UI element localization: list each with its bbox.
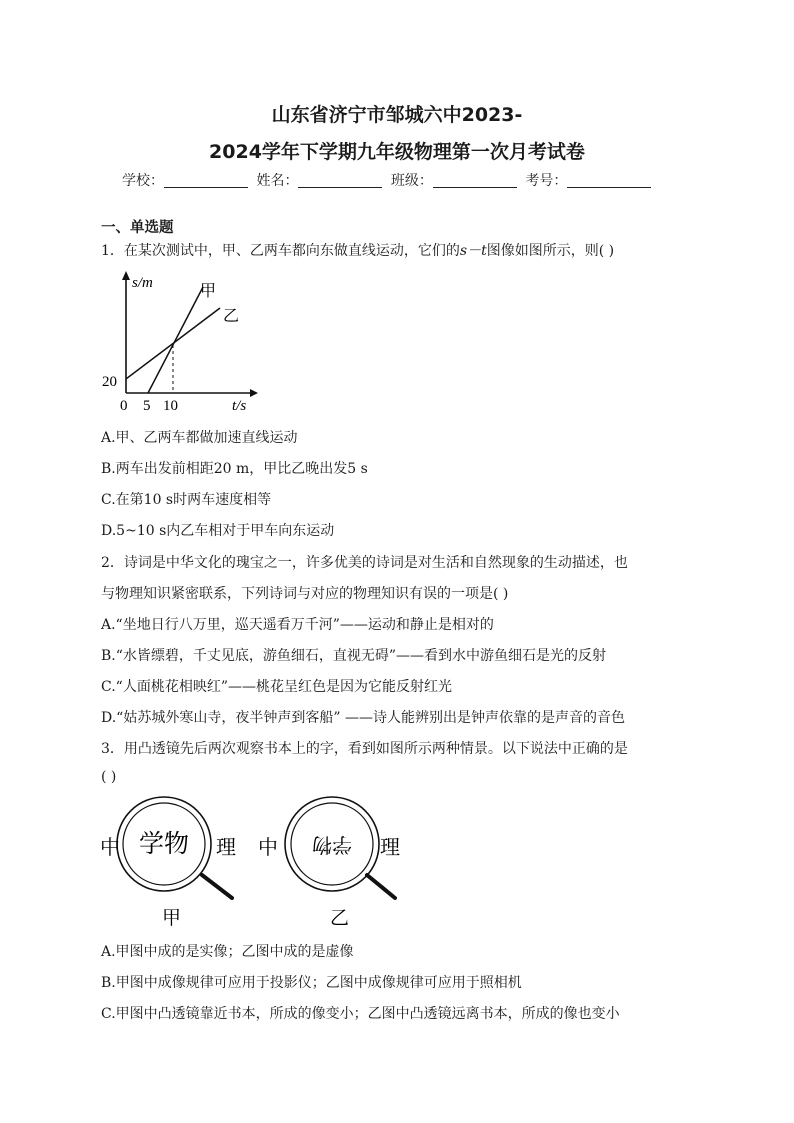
magnifier-left-outer-char-left: 中 bbox=[100, 837, 120, 859]
question-3-stem-line-1: 3．用凸透镜先后两次观察书本上的字，看到如图所示两种情景。以下说法中正确的是 bbox=[101, 741, 628, 757]
question-3-stem-line-2: ( ) bbox=[101, 769, 117, 785]
question-1-option-b: B.两车出发前相距20 m，甲比乙晚出发5 s bbox=[101, 461, 368, 477]
class-label: 班级： bbox=[390, 173, 433, 189]
magnifier-right-inverted-text: 学物 bbox=[312, 833, 352, 855]
magnifier-yi bbox=[258, 797, 400, 929]
question-3-option-a: A.甲图中成的是实像；乙图中成的是虚像 bbox=[101, 944, 354, 960]
question-3-option-c: C.甲图中凸透镜靠近书本，所成的像变小；乙图中凸透镜远离书本，所成的像也变小 bbox=[101, 1006, 620, 1022]
question-1-stem bbox=[101, 240, 699, 260]
exam-title-line-2: 2024学年下学期九年级物理第一次月考试卷 bbox=[209, 141, 585, 163]
exam-title-line-1: 山东省济宁市邹城六中2023- bbox=[271, 104, 523, 126]
magnifier-jia bbox=[100, 797, 236, 929]
question-1-stem-a: 1．在某次测试中，甲、乙两车都向东做直线运动，它们的 bbox=[101, 243, 460, 259]
question-1-option-a: A.甲、乙两车都做加速直线运动 bbox=[101, 430, 298, 446]
exam-number-blank bbox=[567, 173, 651, 188]
x-tick-0: 0 bbox=[120, 398, 128, 414]
school-blank bbox=[164, 173, 248, 188]
class-blank bbox=[433, 173, 517, 188]
magnifier-handle-right bbox=[367, 875, 395, 898]
question-1-option-c: C.在第10 s时两车速度相等 bbox=[101, 492, 272, 508]
line-label-yi: 乙 bbox=[223, 308, 240, 325]
y-axis-arrow-icon bbox=[122, 271, 130, 280]
line-jia bbox=[148, 287, 203, 393]
x-tick-10: 10 bbox=[163, 398, 178, 414]
exam-number-label: 考号： bbox=[525, 173, 568, 189]
magnifier-right-outer-char-right: 理 bbox=[380, 837, 400, 859]
question-1-stem-b: 图像如图所示，则( ) bbox=[486, 243, 615, 259]
magnifier-handle-left bbox=[202, 875, 232, 898]
question-2-option-c: C.“人面桃花相映红”——桃花呈红色是因为它能反射红光 bbox=[101, 679, 452, 695]
x-tick-5: 5 bbox=[143, 398, 151, 414]
student-info-row bbox=[122, 170, 682, 190]
magnifier-right-outer-char-left: 中 bbox=[258, 837, 278, 859]
school-label: 学校： bbox=[122, 173, 164, 189]
x-axis-arrow-icon bbox=[250, 389, 258, 397]
question-1-stem-math: s－t bbox=[459, 243, 487, 259]
line-yi bbox=[126, 308, 220, 379]
line-label-jia: 甲 bbox=[200, 283, 217, 300]
name-label: 姓名： bbox=[256, 173, 299, 189]
question-2-option-a: A.“坐地日行八万里，巡天遥看万千河”——运动和静止是相对的 bbox=[101, 617, 494, 633]
y-axis-label: s/m bbox=[132, 275, 153, 291]
st-graph-figure bbox=[100, 268, 260, 418]
magnifier-figure bbox=[92, 792, 422, 932]
section-heading: 一、单选题 bbox=[101, 220, 174, 236]
magnifier-left-inside-text: 学物 bbox=[138, 831, 190, 858]
question-2-stem-line-2: 与物理知识紧密联系，下列诗词与对应的物理知识有误的一项是( ) bbox=[101, 586, 509, 602]
question-2-stem-line-1: 2．诗词是中华文化的瑰宝之一，许多优美的诗词是对生活和自然现象的生动描述，也 bbox=[101, 555, 628, 571]
name-blank bbox=[298, 173, 382, 188]
magnifier-left-caption: 甲 bbox=[162, 908, 182, 929]
magnifier-left-outer-char-right: 理 bbox=[216, 837, 236, 859]
x-axis-label: t/s bbox=[232, 398, 247, 414]
magnifier-right-caption: 乙 bbox=[330, 908, 350, 929]
y-tick-20: 20 bbox=[102, 374, 117, 390]
question-2-option-d: D.“姑苏城外寒山寺，夜半钟声到客船” ——诗人能辨别出是钟声依靠的是声音的音色 bbox=[101, 710, 625, 726]
question-1-option-d: D.5~10 s内乙车相对于甲车向东运动 bbox=[101, 523, 335, 539]
question-3-option-b: B.甲图中成像规律可应用于投影仪；乙图中成像规律可应用于照相机 bbox=[101, 975, 522, 991]
question-2-option-b: B.“水皆缥碧，千丈见底，游鱼细石，直视无碍”——看到水中游鱼细石是光的反射 bbox=[101, 648, 607, 664]
